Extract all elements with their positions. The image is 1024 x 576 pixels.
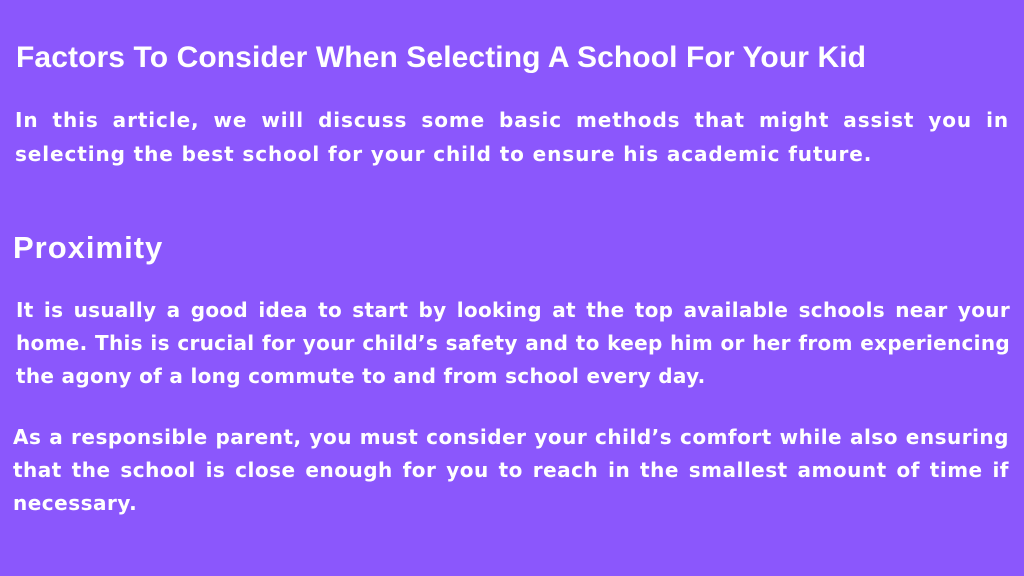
proximity-paragraph-1: It is usually a good idea to start by looking at the top available schools near your home. This is crucial for your child’s safety and to keep him or her from experiencing the agony of a long commute to and from school every day. — [16, 298, 1010, 388]
proximity-paragraph-2: As a responsible parent, you must consider your child’s comfort while also ensuring that the school is close enough for you to reach in the smallest amount of time if necessary. — [13, 425, 1009, 515]
slide-title: Factors To Consider When Selecting A School For Your Kid — [16, 41, 867, 74]
section-heading-proximity: Proximity — [13, 230, 164, 265]
intro-paragraph: In this article, we will discuss some basic methods that might assist you in selecting the best school for your child to ensure his academic future. — [15, 108, 1009, 166]
